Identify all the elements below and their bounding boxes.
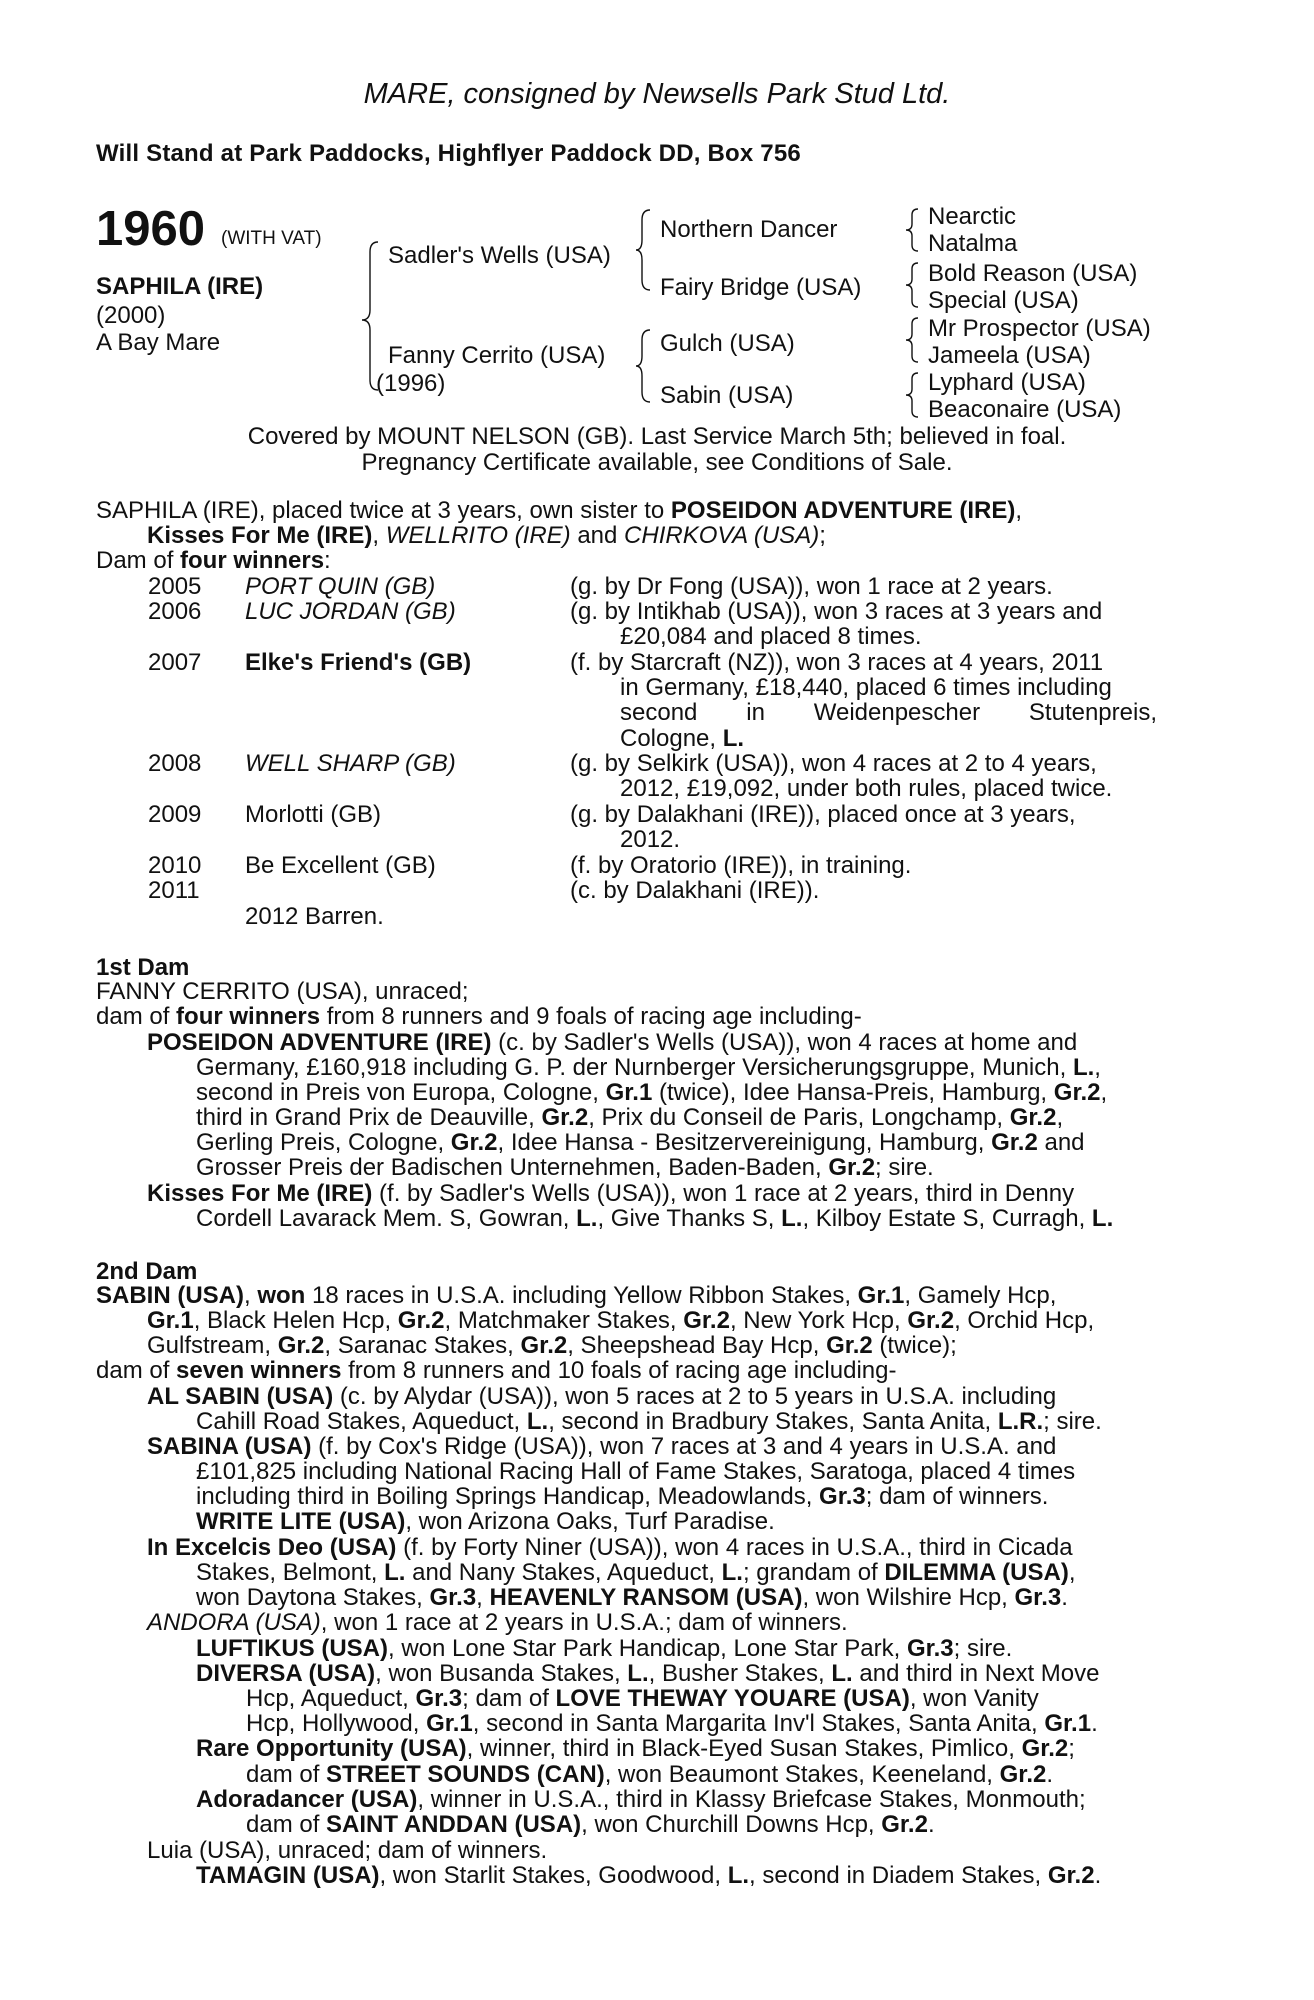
progeny-detail: Grosser Preis der Badischen Unternehmen, Baden-Baden, Gr.2; sire. — [196, 1154, 934, 1181]
pedigree-brace-main — [362, 242, 378, 390]
progeny-al-sabin: AL SABIN (USA) (c. by Alydar (USA)), won 5 races at 2 to 5 years in U.S.A. including — [147, 1383, 1057, 1410]
produce-name: LUC JORDAN (GB) — [245, 598, 456, 625]
produce-name: PORT QUIN (GB) — [245, 573, 436, 600]
pedigree-ggs-3: Bold Reason (USA) — [928, 260, 1138, 287]
produce-year: 2010 — [148, 852, 202, 879]
progeny-kisses: Kisses For Me (IRE) (f. by Sadler's Wells (USA)), won 1 race at 2 years, third in Denny — [147, 1180, 1075, 1207]
progeny-detail: Hcp, Hollywood, Gr.1, second in Santa Margarita Inv'l Stakes, Santa Anita, Gr.1. — [246, 1710, 1098, 1737]
progeny-andora: ANDORA (USA), won 1 race at 2 years in U.S.A.; dam of winners. — [147, 1609, 848, 1636]
produce-detail-last: Cologne, L. — [620, 725, 745, 752]
pedigree-brace-gg2 — [906, 263, 918, 307]
horse-description: A Bay Mare — [96, 329, 221, 356]
produce-detail: (g. by Intikhab (USA)), won 3 races at 3 years and — [570, 598, 1103, 625]
pedigree-ggs-5: Mr Prospector (USA) — [928, 315, 1151, 342]
pregnancy-line: Pregnancy Certificate available, see Conditions of Sale. — [361, 449, 953, 476]
stand-location: Will Stand at Park Paddocks, Highflyer Paddock DD, Box 756 — [96, 140, 801, 167]
progeny-detail: Gerling Preis, Cologne, Gr.2, Idee Hansa - Besitzervereinigung, Hamburg, Gr.2 and — [196, 1129, 1085, 1156]
progeny-write-lite: WRITE LITE (USA), won Arizona Oaks, Turf Paradise. — [196, 1508, 775, 1535]
produce-detail: 2012. — [620, 826, 681, 853]
progeny-luftikus: LUFTIKUS (USA), won Lone Star Park Handicap, Lone Star Park, Gr.3; sire. — [196, 1635, 1013, 1662]
progeny-detail: dam of STREET SOUNDS (CAN), won Beaumont Stakes, Keeneland, Gr.2. — [246, 1761, 1054, 1788]
produce-name: Morlotti (GB) — [245, 801, 382, 828]
produce-year: 2006 — [148, 598, 202, 625]
barren-note: 2012 Barren. — [245, 903, 384, 930]
pedigree-sire: Sadler's Wells (USA) — [388, 242, 611, 269]
vat-note: (WITH VAT) — [221, 228, 322, 249]
covered-line: Covered by MOUNT NELSON (GB). Last Service March 5th; believed in foal. — [247, 423, 1067, 450]
progeny-detail: Cahill Road Stakes, Aqueduct, L., second in Bradbury Stakes, Santa Anita, L.R.; sire. — [196, 1408, 1102, 1435]
pedigree-brace-gg4 — [906, 373, 918, 417]
first-dam-summary: dam of four winners from 8 runners and 9 foals of racing age including- — [96, 1003, 862, 1030]
produce-year: 2005 — [148, 573, 202, 600]
pedigree-dam: Fanny Cerrito (USA) — [388, 342, 606, 369]
produce-detail: (g. by Selkirk (USA)), won 4 races at 2 to 4 years, — [570, 750, 1097, 777]
pedigree-ggs-2: Natalma — [928, 230, 1018, 257]
pedigree-dam-year: (1996) — [376, 370, 446, 397]
progeny-detail: Germany, £160,918 including G. P. der Nurnberger Versicherungsgruppe, Munich, L., — [196, 1054, 1101, 1081]
second-dam-summary: dam of seven winners from 8 runners and 10 foals of racing age including- — [96, 1357, 897, 1384]
pedigree-brace-dam — [636, 330, 650, 402]
progeny-detail: second in Preis von Europa, Cologne, Gr.1 (twice), Idee Hansa-Preis, Hamburg, Gr.2, — [196, 1079, 1108, 1106]
first-dam-line: FANNY CERRITO (USA), unraced; — [96, 978, 469, 1005]
produce-name: WELL SHARP (GB) — [245, 750, 456, 777]
consignor-title: MARE, consigned by Newsells Park Stud Ltd. — [363, 78, 951, 110]
second-dam-line: Gr.1, Black Helen Hcp, Gr.2, Matchmaker Stakes, Gr.2, New York Hcp, Gr.2, Orchid Hcp, — [147, 1307, 1095, 1334]
progeny-poseidon: POSEIDON ADVENTURE (IRE) (c. by Sadler's Wells (USA)), won 4 races at home and — [147, 1029, 1078, 1056]
produce-detail: £20,084 and placed 8 times. — [620, 623, 922, 650]
intro-line-2: Kisses For Me (IRE), WELLRITO (IRE) and CHIRKOVA (USA); — [147, 522, 826, 549]
second-dam-line: SABIN (USA), won 18 races in U.S.A. including Yellow Ribbon Stakes, Gr.1, Gamely Hcp, — [96, 1282, 1057, 1309]
produce-detail: second in Weidenpescher Stutenpreis, — [620, 699, 1157, 726]
progeny-detail: Stakes, Belmont, L. and Nany Stakes, Aqueduct, L.; grandam of DILEMMA (USA), — [196, 1559, 1076, 1586]
produce-detail: (f. by Starcraft (NZ)), won 3 races at 4 years, 2011 — [570, 649, 1104, 676]
produce-detail: (c. by Dalakhani (IRE)). — [570, 877, 820, 904]
produce-detail: (g. by Dalakhani (IRE)), placed once at 3 years, — [570, 801, 1076, 828]
lot-number: 1960 — [96, 202, 206, 256]
produce-year: 2007 — [148, 649, 202, 676]
pedigree-ggs-1: Nearctic — [928, 203, 1017, 230]
progeny-sabina: SABINA (USA) (f. by Cox's Ridge (USA)), won 7 races at 3 and 4 years in U.S.A. and — [147, 1433, 1057, 1460]
pedigree-ggs-6: Jameela (USA) — [928, 342, 1091, 369]
progeny-detail: won Daytona Stakes, Gr.3, HEAVENLY RANSOM (USA), won Wilshire Hcp, Gr.3. — [196, 1584, 1068, 1611]
horse-name: SAPHILA (IRE) — [96, 273, 264, 300]
produce-name: Elke's Friend's (GB) — [245, 649, 472, 676]
progeny-diversa: DIVERSA (USA), won Busanda Stakes, L., Busher Stakes, L. and third in Next Move — [196, 1660, 1100, 1687]
horse-year: (2000) — [96, 302, 166, 329]
pedigree-brackets — [0, 0, 1314, 440]
pedigree-brace-sire — [636, 210, 650, 290]
produce-year: 2011 — [148, 877, 200, 904]
progeny-detail: £101,825 including National Racing Hall of Fame Stakes, Saratoga, placed 4 times — [196, 1458, 1076, 1485]
sibling-poseidon-adventure: POSEIDON ADVENTURE (IRE) — [670, 497, 1016, 524]
sibling-kisses-for-me: Kisses For Me (IRE) — [147, 522, 373, 549]
first-dam-heading: 1st Dam — [96, 954, 190, 981]
pedigree-grandsire-4: Sabin (USA) — [660, 382, 794, 409]
progeny-in-excelcis-deo: In Excelcis Deo (USA) (f. by Forty Niner (USA)), won 4 races in U.S.A., third in Cicada — [147, 1534, 1073, 1561]
pedigree-brace-gg3 — [906, 318, 918, 362]
pedigree-ggs-7: Lyphard (USA) — [928, 369, 1086, 396]
progeny-detail: Hcp, Aqueduct, Gr.3; dam of LOVE THEWAY YOUARE (USA), won Vanity — [246, 1685, 1039, 1712]
intro-line-1: SAPHILA (IRE), placed twice at 3 years, own sister to POSEIDON ADVENTURE (IRE), — [96, 497, 1023, 524]
progeny-luia: Luia (USA), unraced; dam of winners. — [147, 1837, 548, 1864]
produce-detail: (g. by Dr Fong (USA)), won 1 race at 2 years. — [570, 573, 1053, 600]
produce-name: Be Excellent (GB) — [245, 852, 436, 879]
produce-year: 2008 — [148, 750, 202, 777]
pedigree-grandsire-1: Northern Dancer — [660, 216, 838, 243]
pedigree-brace-gg1 — [906, 209, 918, 251]
pedigree-ggs-8: Beaconaire (USA) — [928, 396, 1122, 423]
produce-year: 2009 — [148, 801, 202, 828]
progeny-detail: Cordell Lavarack Mem. S, Gowran, L., Give Thanks S, L., Kilboy Estate S, Curragh, L. — [196, 1205, 1114, 1232]
progeny-rare-opportunity: Rare Opportunity (USA), winner, third in Black-Eyed Susan Stakes, Pimlico, Gr.2; — [196, 1735, 1075, 1762]
pedigree-grandsire-3: Gulch (USA) — [660, 330, 795, 357]
produce-detail: in Germany, £18,440, placed 6 times including — [620, 674, 1112, 701]
pedigree-ggs-4: Special (USA) — [928, 287, 1079, 314]
produce-detail: (f. by Oratorio (IRE)), in training. — [570, 852, 912, 879]
progeny-detail: including third in Boiling Springs Handicap, Meadowlands, Gr.3; dam of winners. — [196, 1483, 1049, 1510]
second-dam-line: Gulfstream, Gr.2, Saranac Stakes, Gr.2, Sheepshead Bay Hcp, Gr.2 (twice); — [147, 1332, 957, 1359]
progeny-tamagin: TAMAGIN (USA), won Starlit Stakes, Goodwood, L., second in Diadem Stakes, Gr.2. — [196, 1862, 1102, 1889]
progeny-detail: third in Grand Prix de Deauville, Gr.2, Prix du Conseil de Paris, Longchamp, Gr.2, — [196, 1104, 1064, 1131]
second-dam-heading: 2nd Dam — [96, 1258, 198, 1285]
produce-detail: 2012, £19,092, under both rules, placed twice. — [620, 775, 1113, 802]
intro-line-3: Dam of four winners: — [96, 547, 331, 574]
progeny-detail: dam of SAINT ANDDAN (USA), won Churchill Downs Hcp, Gr.2. — [246, 1811, 935, 1838]
progeny-adoradancer: Adoradancer (USA), winner in U.S.A., third in Klassy Briefcase Stakes, Monmouth; — [196, 1786, 1086, 1813]
pedigree-grandsire-2: Fairy Bridge (USA) — [660, 274, 862, 301]
